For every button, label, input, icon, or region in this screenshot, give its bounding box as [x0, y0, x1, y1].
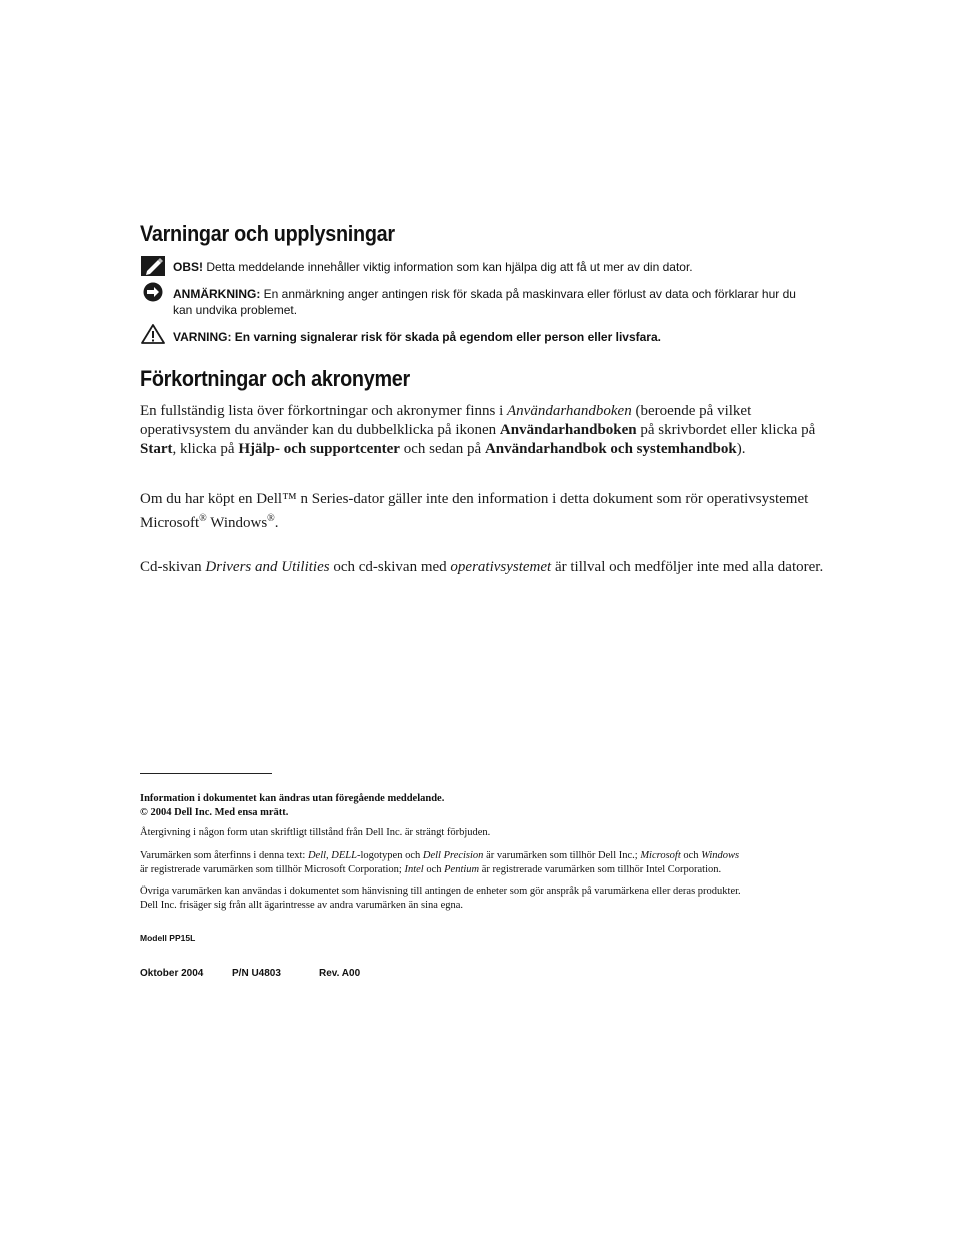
- revision: Rev. A00: [319, 968, 361, 979]
- tm-text: är registrerade varumärken som tillhör Intel Corporation.: [479, 864, 722, 875]
- part-number: P/N U4803: [232, 968, 281, 979]
- notice-arrow-icon: [141, 282, 165, 302]
- para1-text: En fullständig lista över förkortningar och akronymer finns i: [140, 403, 507, 419]
- para3-text: och cd-skivan med: [329, 559, 451, 575]
- warning-triangle-icon: [141, 324, 165, 344]
- registered-mark: ®: [267, 513, 275, 524]
- section-title-abbreviations: Förkortningar och akronymer: [140, 366, 410, 391]
- tm-text: och: [680, 850, 702, 861]
- footer-change-notice: Information i dokumentet kan ändras utan föregående meddelande.: [140, 793, 445, 804]
- tm-dell-logo: DELL: [331, 850, 357, 861]
- para1-text: på skrivbordet eller klicka på: [636, 422, 816, 438]
- para1-text: och sedan på: [399, 441, 485, 457]
- para1-text: , klicka på: [172, 441, 239, 457]
- n-series-paragraph: [140, 490, 850, 533]
- tm-text: -logotypen och: [356, 850, 423, 861]
- obs-notice: [173, 259, 853, 275]
- para3-text: är tillval och medföljer inte med alla datorer.: [551, 559, 824, 575]
- system-guide-ref: Användarhandbok och systemhandbok: [484, 441, 737, 457]
- footer-divider: [140, 773, 272, 774]
- para1-text: operativsystem du använder kan du dubbelklicka på ikonen: [140, 422, 500, 438]
- tm-dell-precision: Dell Precision: [422, 850, 484, 861]
- footer-reproduction: Återgivning i någon form utan skriftligt tillstånd från Dell Inc. är strängt förbjuden.: [140, 827, 491, 838]
- note-pencil-icon: [141, 256, 165, 276]
- section-title-warnings: Varningar och upplysningar: [140, 221, 395, 246]
- para3-text: Cd-skivan: [140, 559, 206, 575]
- pub-date: Oktober 2004: [140, 968, 204, 979]
- anmarkning-text-line1: En anmärkning anger antingen risk för skada på maskinvara eller förlust av data och förklarar hur du: [263, 287, 796, 301]
- anmarkning-text-line2: kan undvika problemet.: [173, 303, 298, 317]
- varning-label: VARNING:: [173, 330, 232, 344]
- para2-windows: Windows: [206, 515, 268, 531]
- footer-copyright: © 2004 Dell Inc. Med ensa mrätt.: [140, 807, 289, 818]
- para2-line1: Om du har köpt en Dell™ n Series-dator gäller inte den information i detta dokument som rör operativsystemet: [140, 491, 809, 507]
- tm-text: Varumärken som återfinns i denna text:: [140, 850, 308, 861]
- registered-mark: ®: [199, 513, 207, 524]
- footer-notice: [140, 792, 850, 820]
- tm-text: ,: [326, 850, 332, 861]
- tm-text: är varumärken som tillhör Dell Inc.;: [483, 850, 641, 861]
- drivers-utilities-ref: Drivers and Utilities: [205, 559, 330, 575]
- cd-paragraph: [140, 558, 860, 577]
- para2-microsoft: Microsoft: [140, 515, 200, 531]
- para1-text: ).: [736, 441, 746, 457]
- tm-text: är registrerade varumärken som tillhör Microsoft Corporation;: [140, 864, 405, 875]
- footer-trademarks: [140, 849, 850, 877]
- other-tm-line2: Dell Inc. frisäger sig från allt ägarintresse av andra varumärken än sina egna.: [140, 900, 464, 911]
- footer-other-trademarks: [140, 885, 852, 913]
- anmarkning-notice: [173, 286, 853, 318]
- model-number: Modell PP15L: [140, 933, 196, 943]
- tm-pentium: Pentium: [444, 864, 480, 875]
- obs-label: OBS!: [173, 260, 203, 274]
- start-ref: Start: [140, 441, 173, 457]
- tm-text: och: [423, 864, 445, 875]
- os-ref: operativsystemet: [450, 559, 552, 575]
- anmarkning-label: ANMÄRKNING:: [173, 287, 261, 301]
- tm-microsoft: Microsoft: [640, 850, 681, 861]
- para2-period: .: [274, 515, 279, 531]
- user-guide-ref: Användarhandboken: [507, 403, 632, 419]
- other-tm-line1: Övriga varumärken kan användas i dokumentet som hänvisning till antingen de enheter som gör anspråk på varumärkena eller deras produkter.: [140, 886, 741, 897]
- tm-dell: Dell: [307, 850, 327, 861]
- tm-intel: Intel: [404, 864, 424, 875]
- varning-notice: [173, 329, 853, 345]
- obs-text: Detta meddelande innehåller viktig information som kan hjälpa dig att få ut mer av din dator.: [206, 260, 693, 274]
- help-center-ref: Hjälp- och supportcenter: [238, 441, 400, 457]
- tm-windows: Windows: [701, 850, 740, 861]
- para1-text: (beroende på vilket: [631, 403, 752, 419]
- abbreviations-paragraph: [140, 402, 840, 459]
- user-guide-icon-ref: Användarhandboken: [499, 422, 637, 438]
- varning-text: En varning signalerar risk för skada på egendom eller person eller livsfara.: [234, 330, 661, 344]
